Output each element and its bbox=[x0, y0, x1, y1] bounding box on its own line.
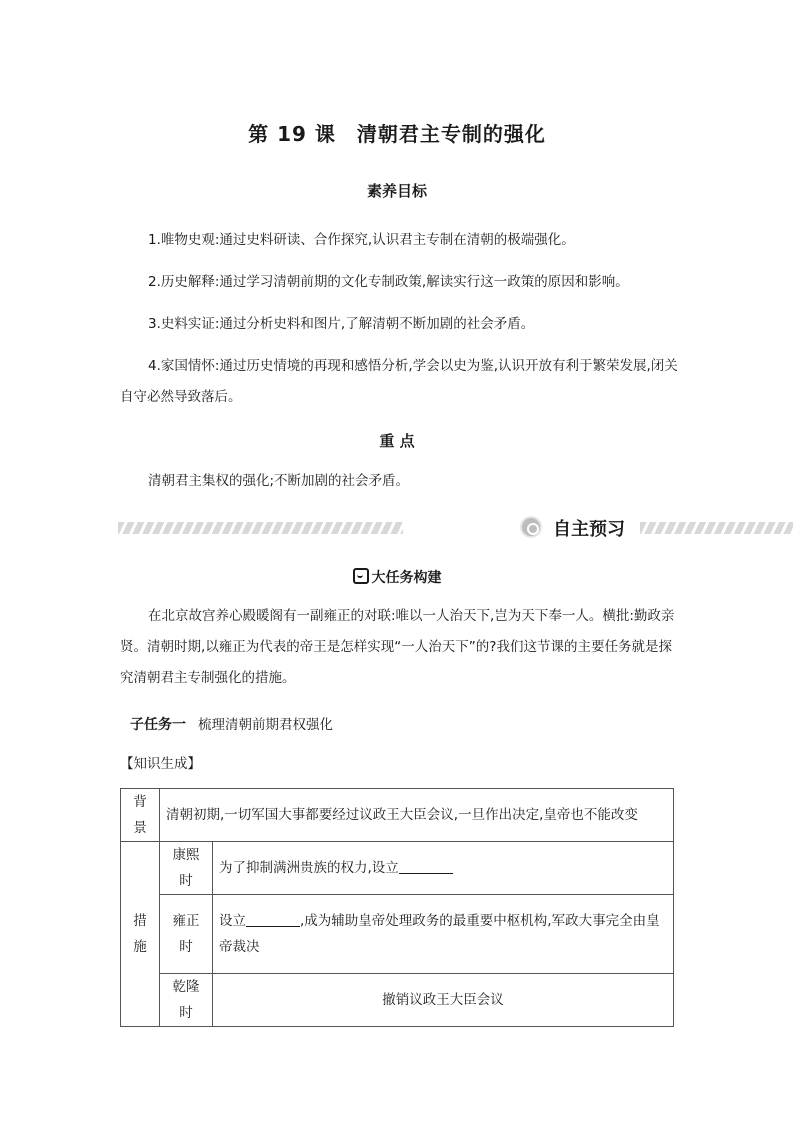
measure-text-cont: ,成为辅助皇帝处理政务的最重要中枢机构,军政大事完全由皇帝裁决 bbox=[219, 913, 660, 955]
measure-cell bbox=[213, 895, 674, 974]
fill-blank[interactable] bbox=[399, 859, 453, 874]
subtask-text: 梳理清朝前期君权强化 bbox=[198, 717, 333, 733]
measure-text: 设立 bbox=[219, 913, 246, 929]
goal-item-1: 1.唯物史观:通过史料研读、合作探究,认识君主专制在清朝的极端强化。 bbox=[148, 232, 575, 248]
table-row bbox=[121, 842, 674, 895]
knowledge-label: 【知识生成】 bbox=[120, 756, 201, 772]
task-build-heading bbox=[0, 567, 794, 587]
table-row bbox=[121, 895, 674, 974]
goal-item-2: 2.历史解释:通过学习清朝前期的文化专制政策,解读实行这一政策的原因和影响。 bbox=[148, 274, 629, 290]
banner-stripe-left bbox=[118, 522, 403, 534]
banner-title-box bbox=[403, 512, 640, 544]
self-study-banner bbox=[118, 512, 793, 544]
key-points-text: 清朝君主集权的强化;不断加剧的社会矛盾。 bbox=[148, 473, 410, 489]
measure-text: 为了抑制满洲贵族的权力,设立 bbox=[219, 860, 399, 876]
background-label-cell: 背景 bbox=[121, 789, 160, 842]
key-points-heading: 重 点 bbox=[379, 432, 415, 450]
table-row bbox=[121, 974, 674, 1027]
goal-item-3: 3.史料实证:通过分析史料和图片,了解清朝不断加剧的社会矛盾。 bbox=[148, 316, 535, 332]
task-build-label: 大任务构建 bbox=[371, 570, 442, 586]
banner-label: 自主预习 bbox=[553, 519, 625, 540]
period-cell: 雍正时 bbox=[160, 895, 213, 974]
table-row-background bbox=[121, 789, 674, 842]
goal-item-4: 4.家国情怀:通过历史情境的再现和感悟分析,学会以史为鉴,认识开放有利于繁荣发展,闭关自守必然导致落后。 bbox=[120, 358, 678, 405]
lesson-title: 第 19 课 清朝君主专制的强化 bbox=[248, 122, 546, 146]
knowledge-table bbox=[120, 788, 674, 1027]
task-build-text: 在北京故宫养心殿暖阁有一副雍正的对联:唯以一人治天下,岂为天下奉一人。横批:勤政亲贤。清朝时期,以雍正为代表的帝王是怎样实现“一人治天下”的?我们这节课的主要任务就是探究清朝君主专制强化的措施。 bbox=[120, 608, 675, 686]
period-cell: 乾隆时 bbox=[160, 974, 213, 1027]
subtask-heading bbox=[130, 713, 333, 734]
measure-cell bbox=[213, 842, 674, 895]
period-cell: 康熙时 bbox=[160, 842, 213, 895]
goals-heading: 素养目标 bbox=[366, 182, 427, 200]
subtask-label: 子任务一 bbox=[130, 717, 186, 733]
banner-badge-icon bbox=[520, 516, 542, 538]
fill-blank[interactable] bbox=[246, 912, 300, 927]
measures-label-cell: 措施 bbox=[121, 842, 160, 1027]
task-icon bbox=[353, 568, 369, 584]
measure-cell: 撤销议政王大臣会议 bbox=[213, 974, 674, 1027]
background-text-cell: 清朝初期,一切军国大事都要经过议政王大臣会议,一旦作出决定,皇帝也不能改变 bbox=[160, 789, 674, 842]
banner-stripe-right bbox=[640, 522, 793, 534]
